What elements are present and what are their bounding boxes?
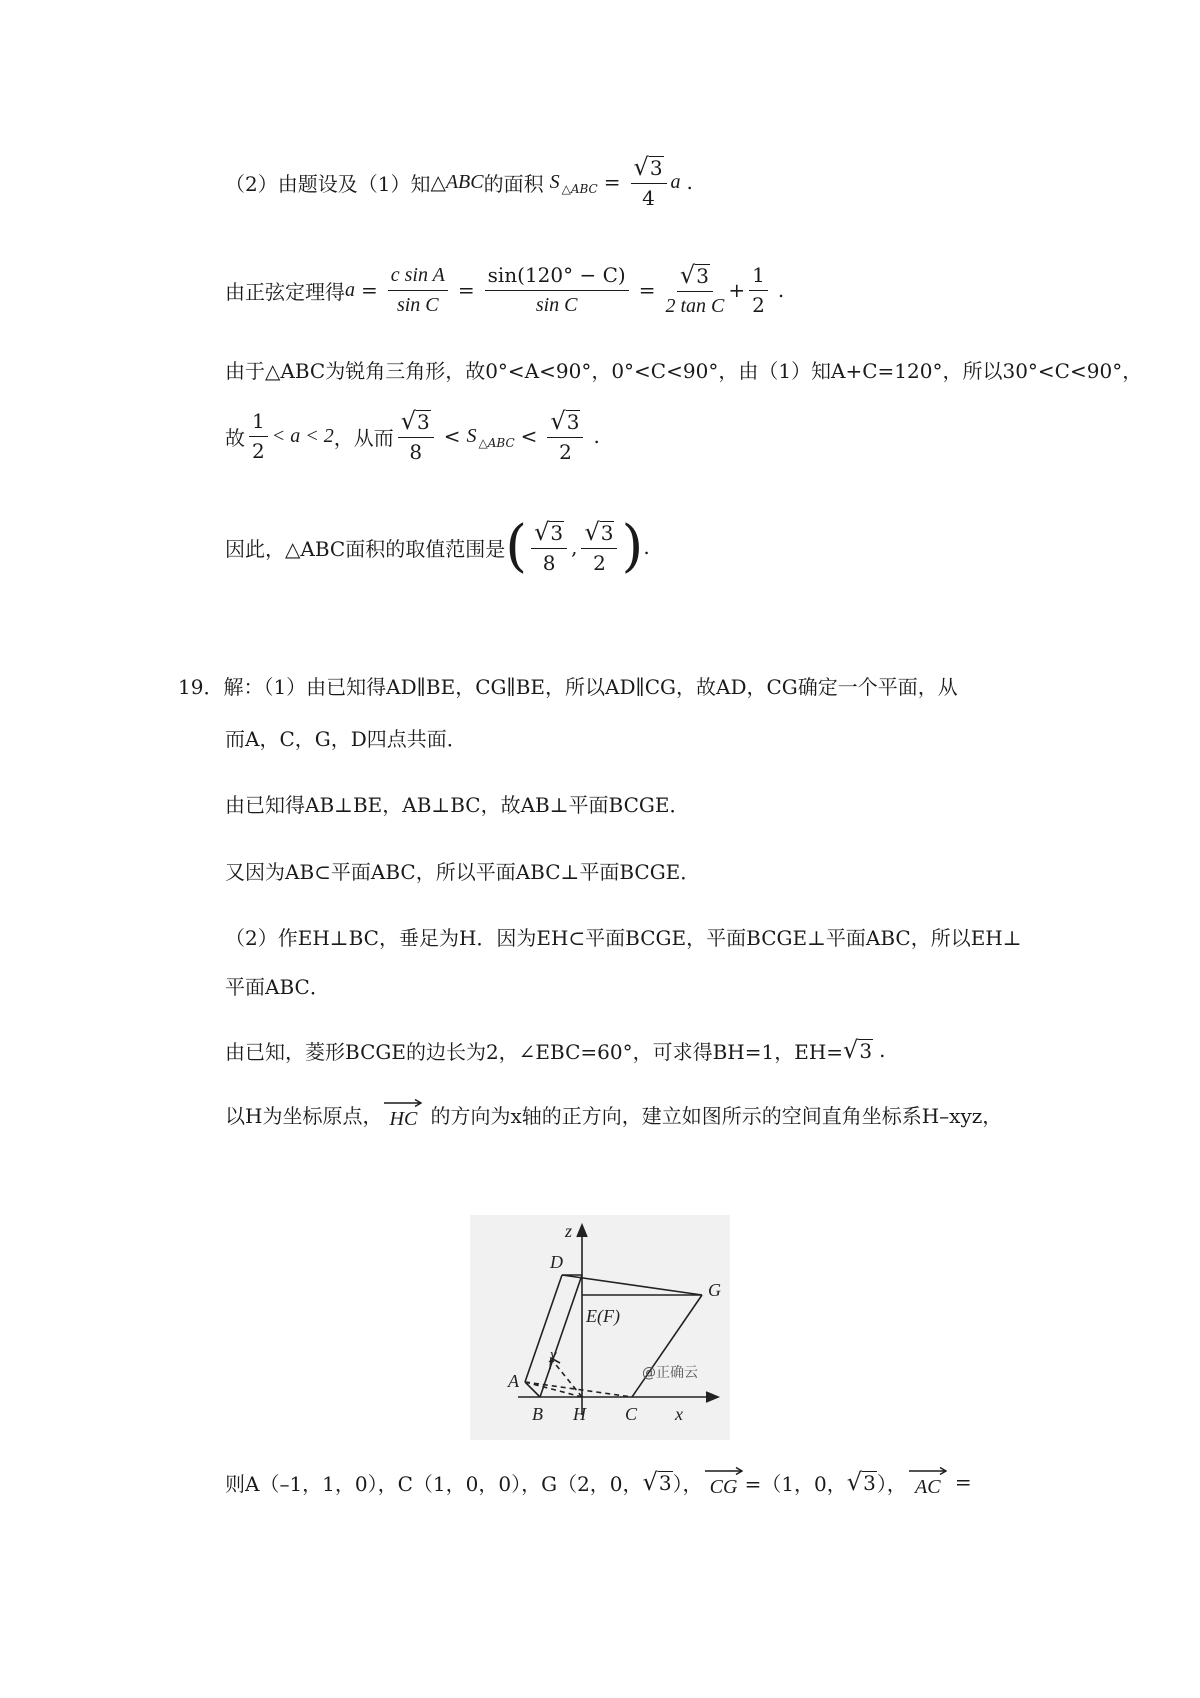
text: 故 [225,425,245,450]
denominator: 8 [542,550,556,575]
text: 由已知得AB⊥BE，AB⊥BC，故AB⊥平面BCGE． [225,792,690,817]
var-S: S [549,170,560,193]
label-x: x [675,1404,683,1424]
sqrt-value: 3 [566,409,580,434]
label-E: E(F) [586,1306,620,1326]
fraction: √ 3 2 [581,520,617,575]
denominator: 8 [409,439,423,464]
text: 的面积 [483,171,544,196]
vector-HC [382,1098,424,1131]
vector-AC [907,1466,949,1499]
var-a: a [670,170,681,193]
acute-triangle-line [225,354,1142,384]
vector-label: AC [915,1475,941,1498]
text: 的方向为x轴的正方向，建立如图所示的空间直角坐标系H–xyz， [430,1103,1003,1128]
text: （2）作EH⊥BC，垂足为H．因为EH⊂平面BCGE，平面BCGE⊥平面ABC，所以EH⊥ [225,925,1022,950]
fraction: √ 3 4 [631,155,667,210]
fraction [749,264,768,317]
conclusion-line [225,512,650,582]
inequality: < a < 2 [271,424,334,447]
problem-19-line-8 [225,1094,1002,1134]
denominator: 4 [642,185,655,210]
text: 解：（1）由已知得AD∥BE，CG∥BE，所以AD∥CG，故AD，CG确定一个平面，从 [223,674,958,699]
text: ，从而 [333,425,394,450]
subscript: △ABC [478,436,515,450]
sine-law-line [225,258,784,322]
equals: = [638,278,656,302]
sqrt-value: 3 [696,263,709,288]
denominator: 2 tan C [665,294,725,317]
text: 而A，C，G，D四点共面． [225,726,467,751]
equals: = [457,278,475,302]
label-y: y [550,1347,557,1363]
comma: , [571,535,578,559]
period: . [686,170,693,194]
subscript: △ABC [561,182,598,196]
sqrt: √ 3 [843,1036,873,1064]
text: 以H为坐标原点， [225,1103,383,1128]
denominator: sin C [396,293,439,316]
label-D: D [550,1252,563,1272]
equals: = [361,278,378,302]
period: . [643,535,650,559]
less-than: < [520,424,538,448]
denominator: 2 [252,438,265,463]
text: ）， [672,1471,703,1496]
numerator: c sin A [388,264,448,291]
text: 由于△ABC为锐角三角形，故0°<A<90°，0°<C<90°，由（1）知A+C=120°，所以30°<C<90°， [225,358,1143,383]
text: 因此，△ABC面积的取值范围是 [225,536,506,561]
period: . [593,424,600,448]
denominator: 2 [559,439,572,464]
sqrt-value: 3 [658,1471,672,1495]
text: 由正弦定理得 [225,279,345,304]
vector-label: CG [709,1475,738,1498]
text: 则A（–1，1，0），C（1，0，0），G（2，0， [225,1471,643,1496]
sqrt-value: 3 [649,155,663,180]
sqrt-value: 3 [600,520,614,545]
label-z: z [565,1221,573,1241]
fraction [249,410,268,463]
text: 由已知，菱形BCGE的边长为2，∠EBC=60°，可求得BH=1，EH= [225,1039,844,1064]
sqrt: √ 3 [846,1468,876,1496]
sqrt: √ 3 [642,1468,672,1496]
fraction: √ 3 8 [398,409,434,464]
numerator: sin(120° − C) [485,264,629,291]
denominator: sin C [535,293,578,316]
watermark: @正确云 [642,1365,698,1381]
right-paren: ) [621,514,644,579]
coordinates-line [225,1462,972,1502]
text: 平面ABC． [225,974,330,999]
coordinate-figure [470,1215,730,1440]
label-B: B [532,1404,543,1424]
sqrt-value: 3 [863,1471,876,1495]
equals: = [603,170,621,194]
fraction: √ 3 8 [531,520,567,575]
problem-19-line-5 [225,921,1022,951]
text: 又因为AB⊂平面ABC，所以平面ABC⊥平面BCGE． [225,859,701,884]
fraction [485,264,629,317]
vector-CG [703,1466,745,1499]
sqrt-value: 3 [550,520,564,545]
vector-label: HC [389,1107,418,1130]
sqrt-value: 3 [417,409,430,434]
period: . [777,278,785,302]
text: （2）由题设及（1）知 [225,171,431,196]
plus: + [728,278,746,302]
fraction: √ 3 2 [547,409,583,464]
numerator: 1 [749,264,768,291]
label-A: A [508,1371,519,1391]
sqrt-value: 3 [859,1039,873,1063]
period: . [879,1038,886,1062]
equals: = [954,1470,972,1494]
var-S: S [466,424,477,447]
fraction [388,264,448,317]
range-line [225,404,600,468]
problem-19-line-4 [225,855,700,885]
area-formula-line [225,152,693,212]
less-than: < [443,424,461,448]
problem-19-line-6 [225,970,330,1000]
var-a: a [345,278,355,301]
text: =（1，0， [744,1471,847,1496]
problem-19-line-7 [225,1030,885,1070]
label-C: C [625,1404,638,1424]
denominator: 2 [593,550,606,575]
label-G: G [708,1280,721,1300]
numerator: 1 [249,410,268,437]
problem-number: 19． [178,674,224,699]
left-paren: ( [505,514,528,579]
triangle-symbol: △ [430,170,446,194]
label-H: H [573,1404,586,1424]
fraction: √ 3 2 tan C [665,260,725,317]
problem-19-line-2 [225,722,467,752]
problem-19-line-1 [178,670,958,700]
denominator: 2 [752,292,765,317]
var: ABC [445,170,484,193]
text: ）， [876,1471,907,1496]
problem-19-line-3 [225,788,689,818]
